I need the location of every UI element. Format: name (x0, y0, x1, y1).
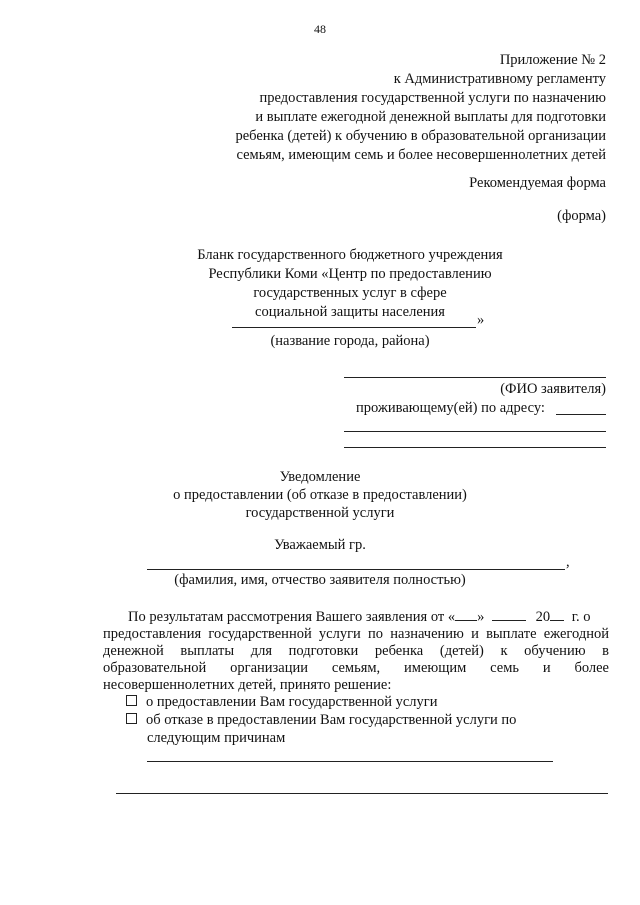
notice-subtitle: государственной услуги (245, 505, 395, 521)
greeting: Уважаемый гр. (274, 537, 366, 553)
applicant-fio-underline (344, 377, 606, 378)
body-line: образовательной организации семьям, имеющим семь и более (103, 660, 609, 676)
day-blank (455, 609, 477, 621)
page-number: 48 (314, 22, 326, 36)
city-caption: (название города, района) (270, 333, 430, 349)
body-line-last: несовершеннолетних детей, принято решение: (103, 677, 392, 693)
appendix-line: ребенка (детей) к обучению в образовательной организации (235, 128, 606, 144)
body-year: 20 (535, 609, 551, 625)
notice-title: Уведомление (279, 469, 361, 485)
greeting-comma: , (566, 554, 570, 570)
refuse-checkbox[interactable] (126, 713, 137, 724)
grant-checkbox[interactable] (126, 695, 137, 706)
month-blank (492, 609, 526, 621)
body-line-1 (128, 609, 591, 626)
option-grant (126, 694, 438, 711)
institution-line: Бланк государственного бюджетного учреждения (197, 247, 503, 263)
closing-quote: » (477, 312, 485, 328)
body-line: предоставления государственной услуги по назначению и выплате ежегодной (103, 626, 609, 642)
address-underline (344, 431, 606, 432)
option-refuse-label: об отказе в предоставлении Вам государственной услуги по (146, 712, 517, 728)
address-underline (556, 414, 606, 415)
body-line-1-prefix: По результатам рассмотрения Вашего заявления от « (128, 609, 456, 625)
body-line-1-quote: » (477, 609, 485, 625)
reasons-underline (147, 761, 553, 762)
address-underline (344, 447, 606, 448)
applicant-fio-caption: (ФИО заявителя) (500, 381, 606, 397)
city-name-underline (232, 327, 476, 328)
option-grant-label: о предоставлении Вам государственной услуги (146, 694, 438, 710)
appendix-line: к Административному регламенту (393, 71, 606, 87)
appendix-line: семьям, имеющим семь и более несовершеннолетних детей (236, 147, 606, 163)
appendix-title: Приложение № 2 (499, 52, 606, 68)
institution-line: государственных услуг в сфере (253, 285, 447, 301)
notice-subtitle: о предоставлении (об отказе в предоставлении) (173, 487, 467, 503)
year-blank (550, 609, 564, 621)
body-line: денежной выплаты для подготовки ребенка (детей) к обучению в (103, 643, 609, 659)
institution-line: социальной защиты населения (255, 304, 445, 320)
form-label: (форма) (557, 208, 606, 224)
institution-line: Республики Коми «Центр по предоставлению (208, 266, 492, 282)
recommended-form-label: Рекомендуемая форма (469, 175, 606, 191)
appendix-line: предоставления государственной услуги по назначению (259, 90, 606, 106)
name-caption: (фамилия, имя, отчество заявителя полностью) (174, 572, 466, 588)
reasons-underline (116, 793, 608, 794)
body-line-1-suffix: г. о (571, 609, 591, 625)
address-label: проживающему(ей) по адресу: (356, 400, 545, 416)
reasons-label: следующим причинам (147, 730, 286, 746)
applicant-name-underline (147, 569, 565, 570)
option-refuse (126, 712, 516, 729)
appendix-line: и выплате ежегодной денежной выплаты для подготовки (255, 109, 606, 125)
